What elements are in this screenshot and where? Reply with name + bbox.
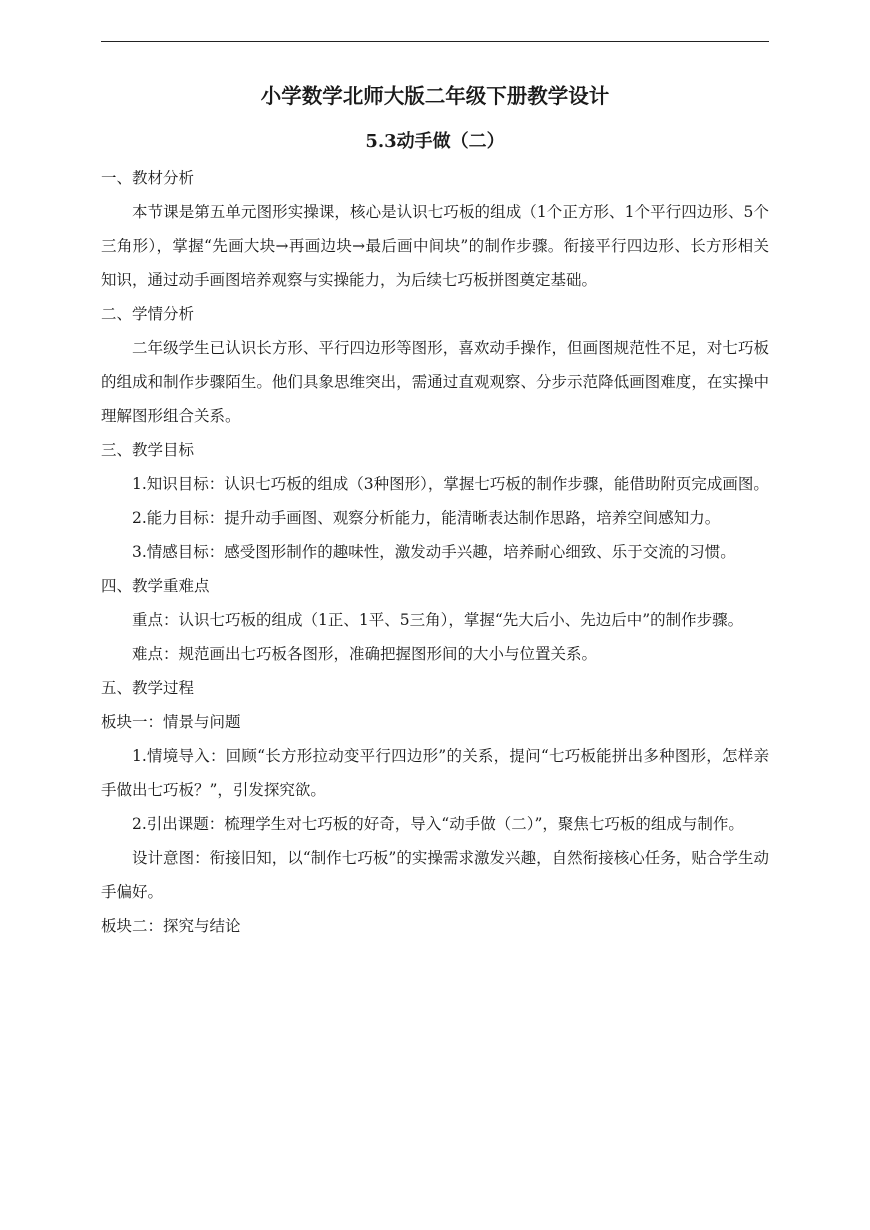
- paragraph: 1.知识目标：认识七巧板的组成（3种图形），掌握七巧板的制作步骤，能借助附页完成画图。: [132, 475, 769, 493]
- section-heading: 板块二：探究与结论: [101, 917, 241, 935]
- document-subtitle: 5.3动手做（二）: [365, 131, 505, 152]
- paragraph: 1.情境导入：回顾“长方形拉动变平行四边形”的关系，提问“七巧板能拼出多种图形，怎样亲手做出七巧板？”，引发探究欲。: [101, 747, 769, 799]
- paragraph: 难点：规范画出七巧板各图形，准确把握图形间的大小与位置关系。: [132, 645, 598, 663]
- paragraph: 二年级学生已认识长方形、平行四边形等图形，喜欢动手操作，但画图规范性不足，对七巧板的组成和制作步骤陌生。他们具象思维突出，需通过直观观察、分步示范降低画图难度，在实操中理解图形组合关系。: [101, 339, 769, 425]
- section-heading: 三、教学目标: [101, 441, 195, 459]
- section-heading: 一、教材分析: [101, 169, 195, 187]
- paragraph: 2.能力目标：提升动手画图、观察分析能力，能清晰表达制作思路，培养空间感知力。: [132, 509, 721, 527]
- document-title: 小学数学北师大版二年级下册教学设计: [260, 84, 610, 108]
- paragraph: 重点：认识七巧板的组成（1正、1平、5三角），掌握“先大后小、先边后中”的制作步骤。: [132, 611, 744, 629]
- paragraph: 2.引出课题：梳理学生对七巧板的好奇，导入“动手做（二）”，聚焦七巧板的组成与制作。: [132, 815, 744, 833]
- paragraph: 本节课是第五单元图形实操课，核心是认识七巧板的组成（1个正方形、1个平行四边形、5个三角形），掌握“先画大块→再画边块→最后画中间块”的制作步骤。衔接平行四边形、长方形相关知识，通过动手画图培养观察与实操能力，为后续七巧板拼图奠定基础。: [101, 203, 769, 289]
- section-heading: 四、教学重难点: [101, 577, 210, 595]
- paragraph: 3.情感目标：感受图形制作的趣味性，激发动手兴趣，培养耐心细致、乐于交流的习惯。: [132, 543, 736, 561]
- section-heading: 五、教学过程: [101, 679, 195, 697]
- section-heading: 板块一：情景与问题: [101, 713, 241, 731]
- document-body: [101, 84, 769, 943]
- section-heading: 二、学情分析: [101, 305, 195, 323]
- paragraph: 设计意图：衔接旧知，以“制作七巧板”的实操需求激发兴趣，自然衔接核心任务，贴合学生动手偏好。: [101, 849, 769, 901]
- document-sections: [101, 161, 769, 943]
- header-rule: [101, 41, 769, 42]
